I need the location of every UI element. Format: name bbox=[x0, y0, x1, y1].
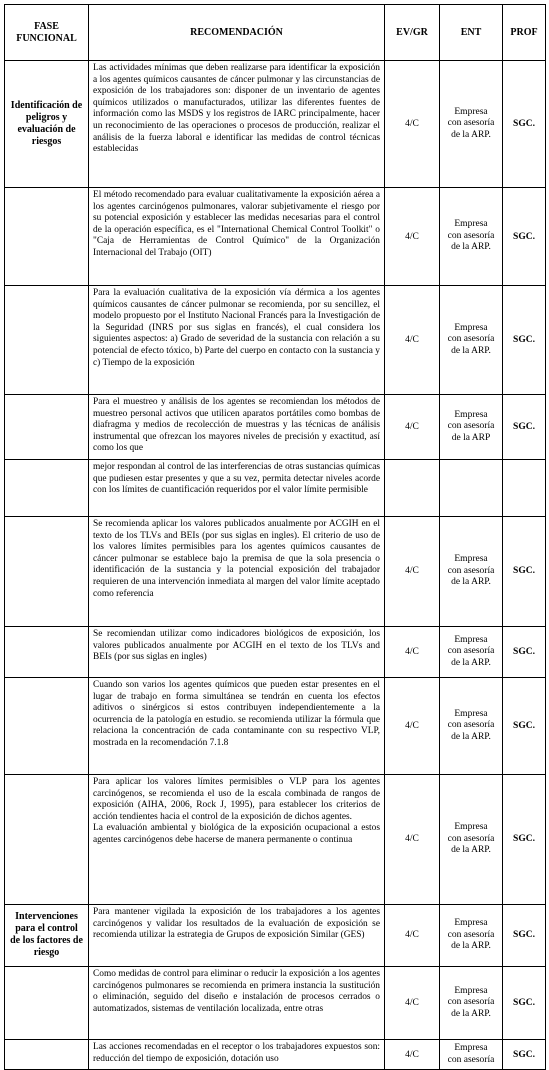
evidence-grade: 4/C bbox=[385, 966, 440, 1039]
header-row bbox=[5, 5, 546, 61]
professional: SGC. bbox=[503, 516, 546, 626]
phase-cell-empty bbox=[5, 188, 89, 286]
recommendation-text: Para el muestreo y análisis de los agentes se recomiendan los métodos de muestreo personal activos que utilicen aparatos portátiles como bombas de diafragma y medios de recolección de muestras y las técnicas de análisis instrumental que ofrezcan los mayores niveles de precisión y exactitud, así como los que bbox=[89, 395, 385, 460]
recommendation-text: Las acciones recomendadas en el receptor o los trabajadores expuestos son: reducción del tiempo de exposición, dotación uso bbox=[89, 1039, 385, 1069]
phase-intervenciones-control: Intervenciones para el control de los factores de riesgo bbox=[5, 904, 89, 966]
recommendation-text: Para aplicar los valores límites permisibles o VLP para los agentes carcinógenos, se recomienda el uso de la escala combinada de rangos de exposición (AIHA, 2006, Rock J, 1995), para establecer los criterios de acción tendientes hacia el control de la exposición de dichos agentes. La evaluación ambiental y biológica de la exposición ocupacional a estos agentes carcinógenos debe hacerse de manera permanente o continua bbox=[89, 774, 385, 904]
evidence-grade: 4/C bbox=[385, 61, 440, 188]
phase-cell-empty bbox=[5, 966, 89, 1039]
professional: SGC. bbox=[503, 61, 546, 188]
phase-cell-empty bbox=[5, 516, 89, 626]
table-row bbox=[5, 904, 546, 966]
header-prof: PROF bbox=[503, 5, 546, 61]
professional: SGC. bbox=[503, 395, 546, 460]
professional: SGC. bbox=[503, 774, 546, 904]
responsible-entity: Empresa con asesoría de la ARP. bbox=[440, 516, 503, 626]
responsible-entity: Empresa con asesoría de la ARP. bbox=[440, 286, 503, 395]
recommendation-text: Para mantener vigilada la exposición de los trabajadores a los agentes carcinógenos y validar los resultados de la evaluación de exposición se recomienda utilizar la estrategia de Grupos de exposición Similar (GES) bbox=[89, 904, 385, 966]
table-row bbox=[5, 61, 546, 188]
table-row bbox=[5, 626, 546, 677]
evidence-grade: 4/C bbox=[385, 904, 440, 966]
recommendation-text: Como medidas de control para eliminar o reducir la exposición a los agentes carcinógenos pulmonares se recomienda en primera instancia la sustitución o eliminación, seguido del diseño e instalación de procesos cerrados o automatizados, sistemas de ventilación localizada, entre otras bbox=[89, 966, 385, 1039]
evidence-grade: 4/C bbox=[385, 395, 440, 460]
phase-cell-empty bbox=[5, 395, 89, 460]
professional: SGC. bbox=[503, 904, 546, 966]
phase-cell-empty bbox=[5, 677, 89, 774]
table-row bbox=[5, 459, 546, 516]
responsible-entity: Empresa con asesoría de la ARP. bbox=[440, 626, 503, 677]
responsible-entity: Empresa con asesoría de la ARP. bbox=[440, 188, 503, 286]
recommendation-text: Se recomienda aplicar los valores publicados anualmente por ACGIH en el texto de los TLVs and BEIs (por sus siglas en ingles). El criterio de uso de los valores límites permisibles para los agentes químicos causantes de cáncer pulmonar se establece bajo la premisa de que la sola presencia o identificación de la sustancia y la potencial exposición del trabajador requieren de una intervención inmediata al margen del valor límite aceptado como referencia bbox=[89, 516, 385, 626]
table-row bbox=[5, 395, 546, 460]
professional: SGC. bbox=[503, 626, 546, 677]
evidence-grade: 4/C bbox=[385, 188, 440, 286]
recommendation-text: Las actividades mínimas que deben realizarse para identificar la exposición a los agentes químicos causantes de cáncer pulmonar y las circunstancias de exposición de los trabajadores son: disponer de un inventario de agentes químicos utilizados o manufacturados, utilizar las diferentes fuentes de información como las MSDS y los registros de IARC principalmente, hacer un reconocimiento de las operaciones o procesos de producción, realizar el análisis de la fuerza laboral e identificar las medidas de control técnicas establecidas bbox=[89, 61, 385, 188]
professional: SGC. bbox=[503, 966, 546, 1039]
table-row bbox=[5, 188, 546, 286]
header-ev-gr: EV/GR bbox=[385, 5, 440, 61]
professional-empty bbox=[503, 459, 546, 516]
phase-cell-empty bbox=[5, 1039, 89, 1069]
professional: SGC. bbox=[503, 677, 546, 774]
professional: SGC. bbox=[503, 188, 546, 286]
professional: SGC. bbox=[503, 286, 546, 395]
recommendation-text: Para la evaluación cualitativa de la exposición vía dérmica a los agentes químicos causantes de cáncer pulmonar se recomienda, por su sencillez, el modelo propuesto por el Instituto Nacional Francés para la Investigación de la Seguridad (INRS por sus siglas en francés), el cual considera los siguientes aspectos: a) Grado de severidad de la sustancia con relación a su potencial de efecto tóxico, b) Parte del cuerpo en contacto con la sustancia y c) Tiempo de la exposición bbox=[89, 286, 385, 395]
responsible-entity: Empresa con asesoría de la ARP. bbox=[440, 904, 503, 966]
evidence-grade: 4/C bbox=[385, 286, 440, 395]
phase-identificacion-peligros: Identificación de peligros y evaluación de riesgos bbox=[5, 61, 89, 188]
evidence-grade-empty bbox=[385, 459, 440, 516]
responsible-entity: Empresa con asesoría de la ARP bbox=[440, 395, 503, 460]
table-row bbox=[5, 286, 546, 395]
responsible-entity: Empresa con asesoría bbox=[440, 1039, 503, 1069]
table-row bbox=[5, 1039, 546, 1069]
recommendation-text: El método recomendado para evaluar cualitativamente la exposición aérea a los agentes carcinógenos pulmonares, valorar subjetivamente el riesgo por su potencial exposición y establecer las medidas necesarias para el control de la operación específica, es el "International Chemical Control Toolkit" o "Caja de Herramientas de Control Químico" de la Organización Internacional del Trabajo (OIT) bbox=[89, 188, 385, 286]
recommendations-table bbox=[4, 4, 546, 1070]
professional: SGC. bbox=[503, 1039, 546, 1069]
responsible-entity: Empresa con asesoría de la ARP. bbox=[440, 61, 503, 188]
responsible-entity: Empresa con asesoría de la ARP. bbox=[440, 774, 503, 904]
responsible-entity: Empresa con asesoría de la ARP. bbox=[440, 677, 503, 774]
evidence-grade: 4/C bbox=[385, 516, 440, 626]
table-row bbox=[5, 516, 546, 626]
table-row bbox=[5, 966, 546, 1039]
evidence-grade: 4/C bbox=[385, 774, 440, 904]
evidence-grade: 4/C bbox=[385, 1039, 440, 1069]
responsible-entity: Empresa con asesoría de la ARP. bbox=[440, 966, 503, 1039]
recommendation-text: mejor respondan al control de las interferencias de otras sustancias químicas que pudiesen estar presentes y que a su vez, permita detectar niveles acorde con los límites de cuantificación requeridos por el valor límite permisible bbox=[89, 459, 385, 516]
header-fase-funcional: FASE FUNCIONAL bbox=[5, 5, 89, 61]
evidence-grade: 4/C bbox=[385, 677, 440, 774]
phase-cell-empty bbox=[5, 459, 89, 516]
responsible-entity-empty bbox=[440, 459, 503, 516]
recommendation-text: Se recomiendan utilizar como indicadores biológicos de exposición, los valores publicados anualmente por ACGIH en el texto de los TLVs and BEIs (por sus siglas en ingles) bbox=[89, 626, 385, 677]
phase-cell-empty bbox=[5, 286, 89, 395]
evidence-grade: 4/C bbox=[385, 626, 440, 677]
table-row bbox=[5, 774, 546, 904]
table-row bbox=[5, 677, 546, 774]
phase-cell-empty bbox=[5, 626, 89, 677]
recommendation-text: Cuando son varios los agentes químicos que pueden estar presentes en el lugar de trabajo en forma simultánea se tendrán en cuenta los efectos aditivos o sinérgicos si estos contribuyen independientemente a la ocurrencia de la patología en estudio. se recomienda utilizar la fórmula que relaciona la concentración de cada contaminante con su respectivo VLP, mostrada en la recomendación 7.1.8 bbox=[89, 677, 385, 774]
phase-cell-empty bbox=[5, 774, 89, 904]
header-recomendacion: RECOMENDACIÓN bbox=[89, 5, 385, 61]
header-ent: ENT bbox=[440, 5, 503, 61]
